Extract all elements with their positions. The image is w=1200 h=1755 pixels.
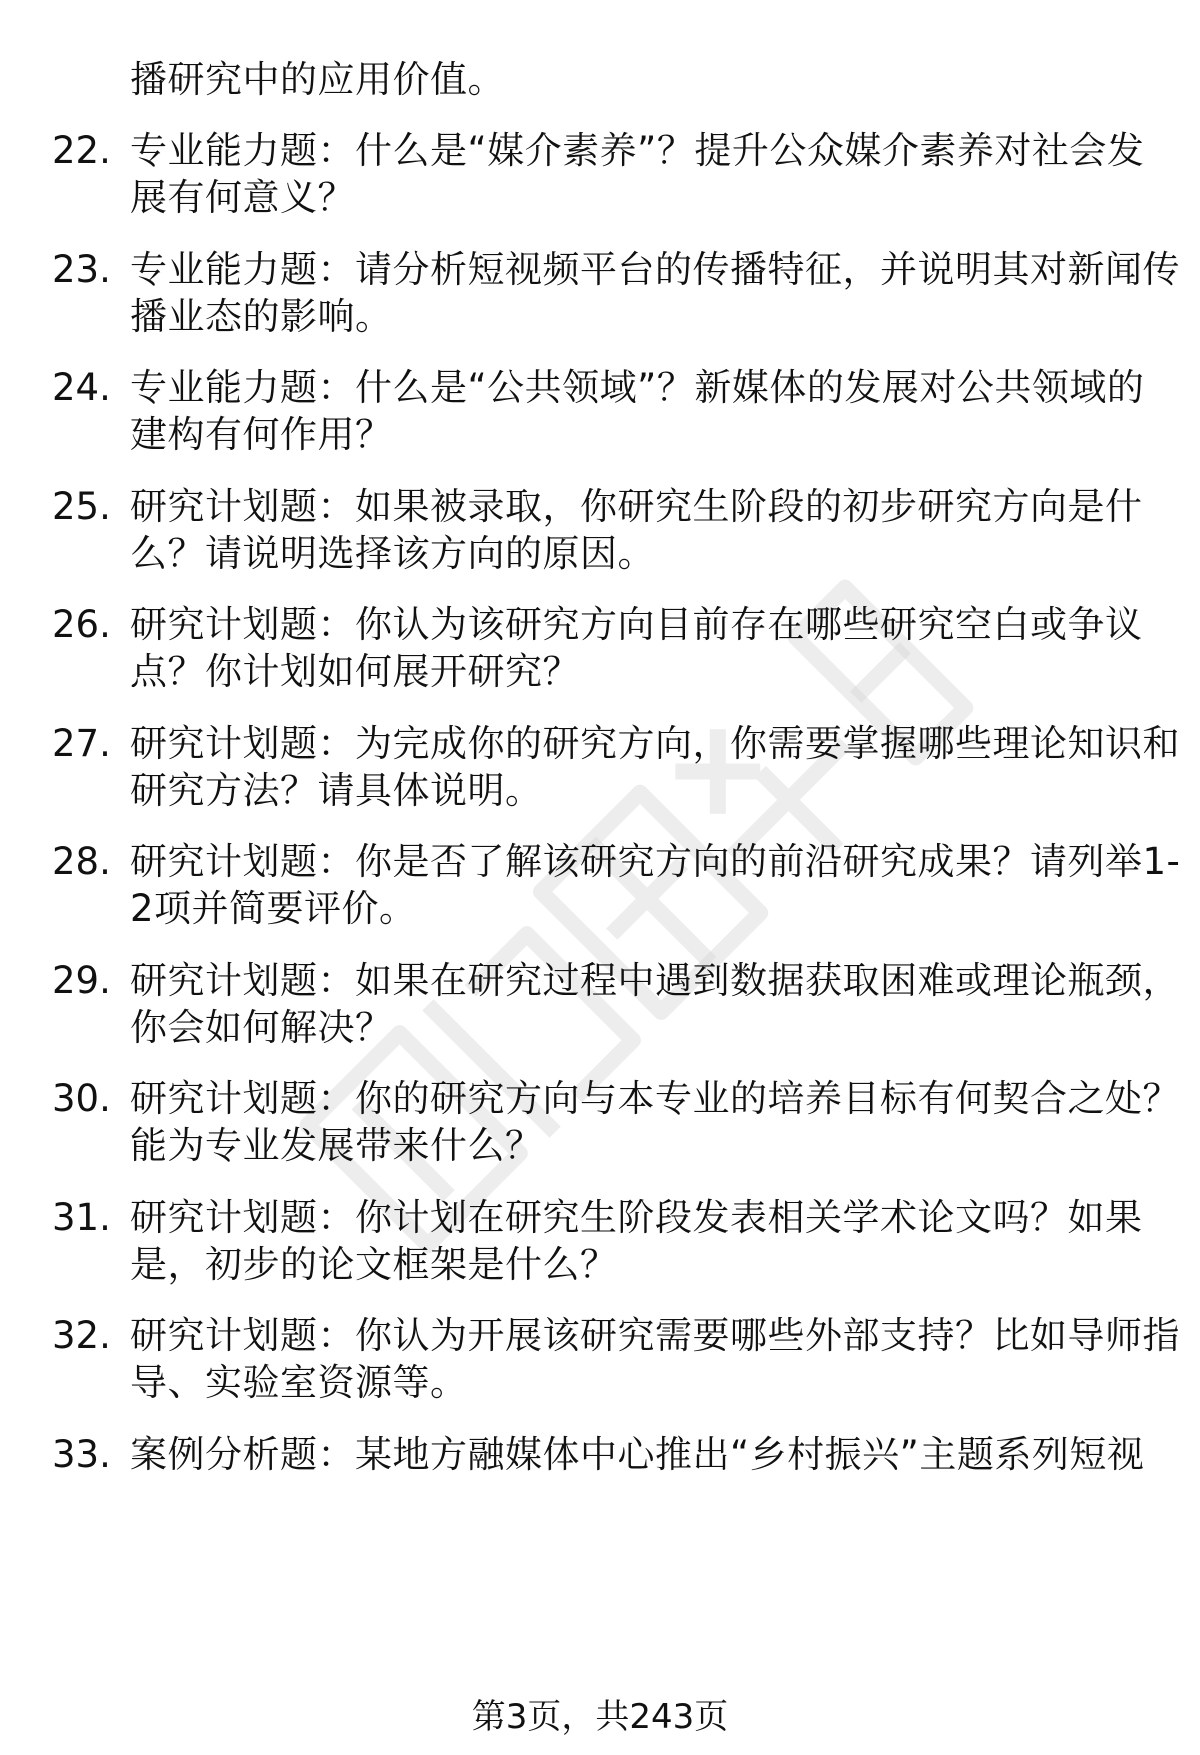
item-text-line: 研究计划题：你是否了解该研究方向的前沿研究成果？请列举1- — [130, 840, 1181, 883]
item-text-line: 案例分析题：某地方融媒体中心推出“乡村振兴”主题系列短视 — [130, 1433, 1145, 1476]
item-number: 29. — [52, 959, 111, 1002]
item-text-line: 点？你计划如何展开研究？ — [130, 650, 580, 693]
item-number: 31. — [52, 1196, 111, 1239]
item-text-line: 研究计划题：你的研究方向与本专业的培养目标有何契合之处？ — [130, 1077, 1180, 1120]
item-text-line: 研究计划题：你认为该研究方向目前存在哪些研究空白或争议 — [130, 603, 1143, 646]
item-number: 22. — [52, 129, 111, 172]
item-text-line: 你会如何解决？ — [130, 1006, 393, 1049]
item-text-line: 研究计划题：你计划在研究生阶段发表相关学术论文吗？如果 — [130, 1196, 1143, 1239]
item-text-line: 研究方法？请具体说明。 — [130, 769, 543, 812]
item-text-line: 研究计划题：为完成你的研究方向，你需要掌握哪些理论知识和 — [130, 722, 1180, 765]
item-text-line: 么？请说明选择该方向的原因。 — [130, 532, 655, 575]
item-text-line: 播业态的影响。 — [130, 295, 393, 338]
item-text-line: 研究计划题：如果被录取，你研究生阶段的初步研究方向是什 — [130, 485, 1143, 528]
item-number: 28. — [52, 840, 111, 883]
item-number: 32. — [52, 1314, 111, 1357]
item-text-line: 是，初步的论文框架是什么？ — [130, 1243, 618, 1286]
item-text-line: 建构有何作用？ — [130, 413, 393, 456]
item-text-line: 专业能力题：什么是“媒介素养”？提升公众媒介素养对社会发 — [130, 129, 1145, 172]
item-text-line: 研究计划题：你认为开展该研究需要哪些外部支持？比如导师指 — [130, 1314, 1180, 1357]
item-number: 27. — [52, 722, 111, 765]
item-text-line: 能为专业发展带来什么？ — [130, 1124, 543, 1167]
item-text-line: 导、实验室资源等。 — [130, 1361, 468, 1404]
item-text-line: 专业能力题：什么是“公共领域”？新媒体的发展对公共领域的 — [130, 366, 1145, 409]
item-number: 26. — [52, 603, 111, 646]
item-number: 33. — [52, 1433, 111, 1476]
page-footer: 第3页，共243页 — [471, 1697, 729, 1737]
item-text-line: 专业能力题：请分析短视频平台的传播特征，并说明其对新闻传 — [130, 248, 1180, 291]
item-text-line: 2项并简要评价。 — [130, 887, 417, 930]
item-number: 24. — [52, 366, 111, 409]
item-number: 23. — [52, 248, 111, 291]
item-text-line: 研究计划题：如果在研究过程中遇到数据获取困难或理论瓶颈， — [130, 959, 1180, 1002]
continuation-line: 播研究中的应用价值。 — [130, 58, 505, 101]
item-number: 25. — [52, 485, 111, 528]
item-number: 30. — [52, 1077, 111, 1120]
item-text-line: 展有何意义？ — [130, 176, 355, 219]
